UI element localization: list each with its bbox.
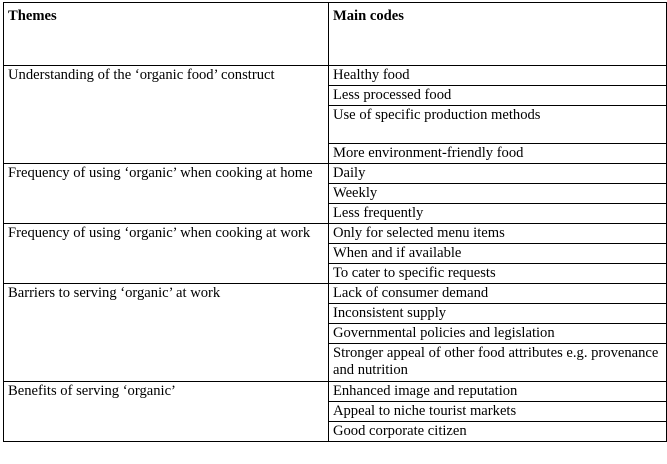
code-cell: Governmental policies and legislation (328, 324, 666, 344)
code-cell: To cater to specific requests (328, 264, 666, 284)
code-cell: Healthy food (328, 66, 666, 86)
table-row (4, 382, 667, 402)
themes-codes-table (3, 2, 667, 442)
code-cell: Use of specific production methods (328, 106, 666, 144)
code-cell: Inconsistent supply (328, 304, 666, 324)
header-row (4, 3, 667, 66)
code-cell: Appeal to niche tourist markets (328, 402, 666, 422)
code-cell: Less frequently (328, 204, 666, 224)
theme-cell: Understanding of the ‘organic food’ construct (4, 66, 329, 164)
theme-cell: Frequency of using ‘organic’ when cooking at work (4, 224, 329, 284)
code-cell: Less processed food (328, 86, 666, 106)
table-row (4, 284, 667, 304)
code-cell: Daily (328, 164, 666, 184)
table-row (4, 164, 667, 184)
table-row (4, 224, 667, 244)
code-cell: Enhanced image and reputation (328, 382, 666, 402)
code-cell: Lack of consumer demand (328, 284, 666, 304)
code-cell: When and if available (328, 244, 666, 264)
theme-cell: Benefits of serving ‘organic’ (4, 382, 329, 442)
table-row (4, 66, 667, 86)
code-cell: Weekly (328, 184, 666, 204)
code-cell: More environment-friendly food (328, 144, 666, 164)
theme-cell: Barriers to serving ‘organic’ at work (4, 284, 329, 382)
code-cell: Only for selected menu items (328, 224, 666, 244)
header-main-codes: Main codes (328, 3, 666, 66)
theme-cell: Frequency of using ‘organic’ when cooking at home (4, 164, 329, 224)
code-cell: Stronger appeal of other food attributes e.g. provenance and nutrition (328, 344, 666, 382)
header-themes: Themes (4, 3, 329, 66)
code-cell: Good corporate citizen (328, 422, 666, 442)
